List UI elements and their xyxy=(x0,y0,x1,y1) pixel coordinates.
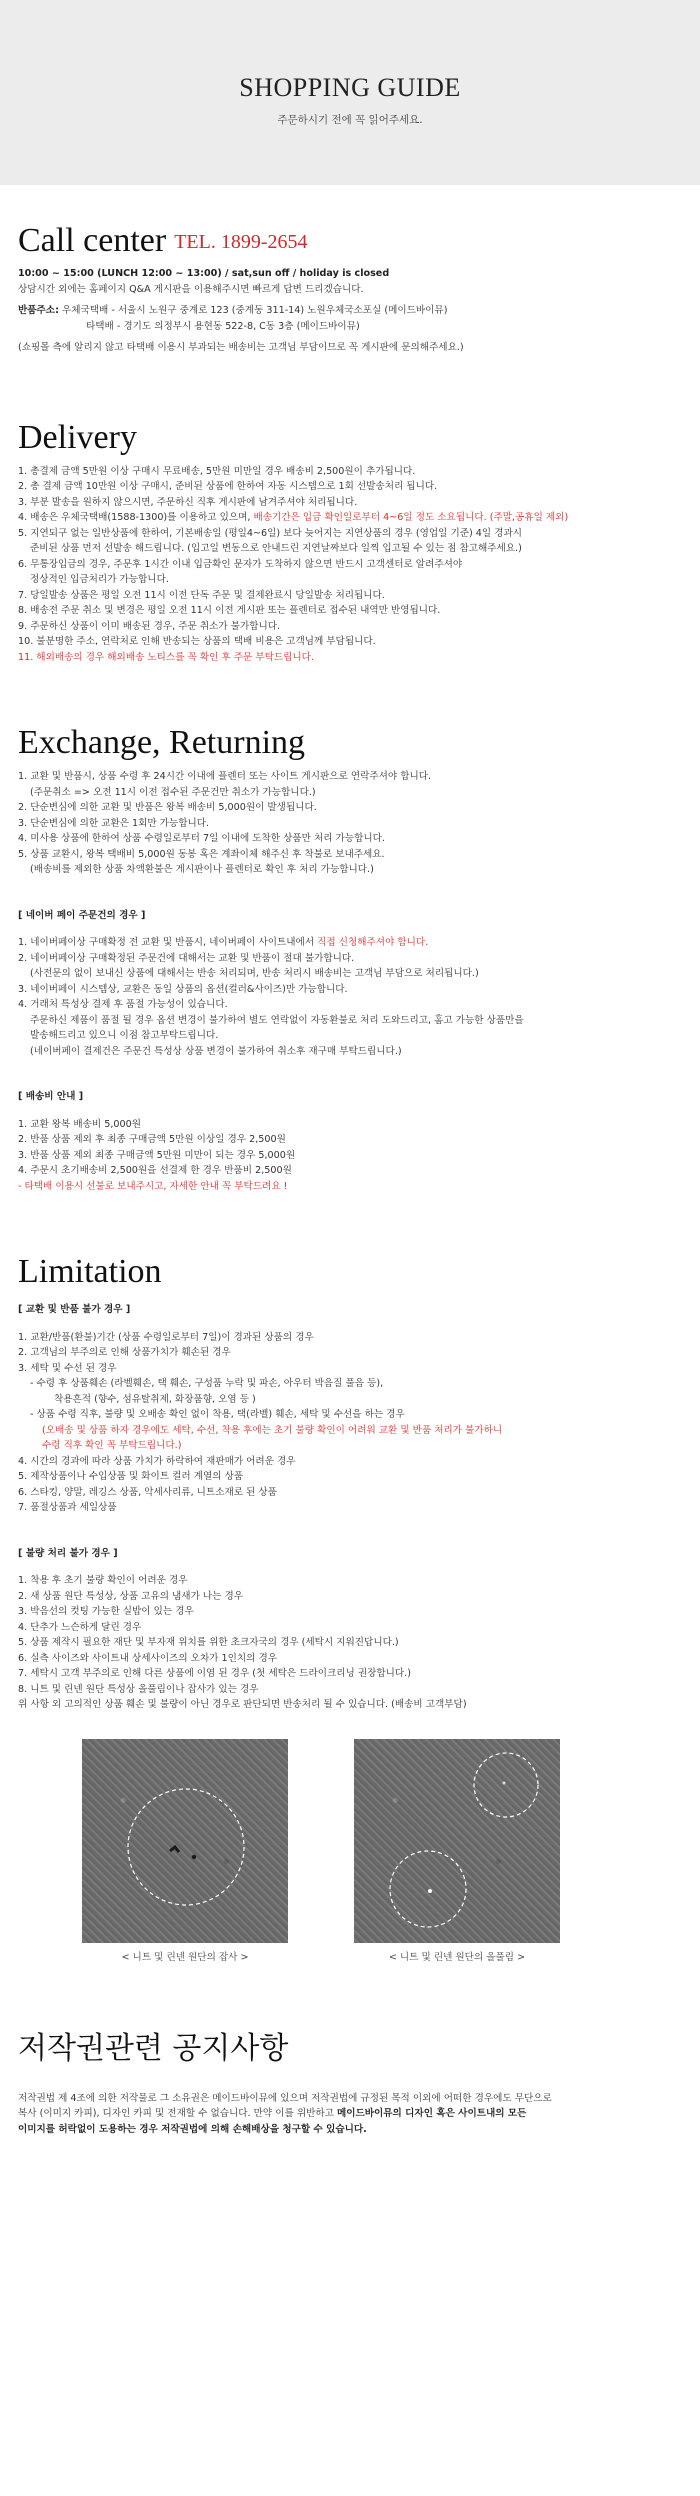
limitation-item: 착용흔적 (향수, 섬유탈취제, 화장품향, 오염 등 ) xyxy=(54,1393,256,1405)
knit-snag-photo xyxy=(82,1739,288,1943)
copyright-line-2 xyxy=(18,2106,682,2122)
fee-item: - 타택배 이용시 선불로 보내주시고, 자세한 안내 꼭 부탁드려요 ! xyxy=(18,1180,288,1192)
naver-item: 4. 거래처 특성상 결제 후 품절 가능성이 있습니다. xyxy=(18,999,228,1010)
defect-item: 6. 실측 사이즈와 사이트내 상세사이즈의 오차가 1인치의 경우 xyxy=(18,1652,278,1664)
limitation-item: 수령 직후 확인 꼭 부탁드립니다.) xyxy=(42,1440,182,1451)
defect-item: 7. 세탁시 고객 부주의로 인해 다른 상품에 이염 된 경우 (첫 세탁은 드라이크리닝 권장합니다.) xyxy=(18,1668,411,1679)
fee-item: 2. 반품 상품 제외 후 최종 구매금액 5만원 이상일 경우 2,500원 xyxy=(18,1134,286,1145)
copyright-section xyxy=(18,2029,682,2138)
naver-item: 주문하신 제품이 품절 될 경우 옵션 변경이 불가하여 별도 연락없이 자동환불로 처리 도와드리고, 홈고 가능한 상품만을 xyxy=(30,1014,524,1026)
defect-item: 위 사항 외 고의적인 상품 훼손 및 불량이 아닌 경우로 판단되면 반송처리 될 수 있습니다. (배송비 고객부담) xyxy=(18,1699,467,1710)
call-center-title: Call center xyxy=(18,222,167,259)
defect-item: 2. 새 상품 원단 특성상, 상품 고유의 냄새가 나는 경우 xyxy=(18,1590,243,1602)
copyright-heading: 저작권관련 공지사항 xyxy=(18,2030,289,2066)
copyright-line-2-text: 복사 (이미지 카피), 디자인 카피 및 전재할 수 없습니다. 만약 이를 위반하고 xyxy=(18,2108,337,2119)
delivery-item: 1. 총결제 금액 5만원 이상 구매시 무료배송, 5만원 미만일 경우 배송비 2,500원이 추가됩니다. xyxy=(18,465,416,477)
naver-item: 3. 네이버페이 시스템상, 교환은 동일 상품의 옵션(컬러&사이즈)만 가능합니다. xyxy=(18,983,348,995)
call-center-section xyxy=(18,221,682,356)
limitation-item: 5. 제작상품이나 수입상품 및 화이트 컬러 계열의 상품 xyxy=(18,1471,244,1482)
exchange-item: 2. 단순변심에 의한 교환 및 반품은 왕복 배송비 5,000원이 발생됩니다. xyxy=(18,802,317,813)
defect-item: 5. 상품 제작시 필요한 재단 및 부자재 위치를 위한 초크자국의 경우 (세탁시 지워진답니다.) xyxy=(18,1637,399,1648)
delivery-item-4 xyxy=(18,510,682,526)
limitation-item: 4. 시간의 경과에 따라 상품 가치가 하락하여 재판매가 어려운 경우 xyxy=(18,1455,296,1467)
naver-item: (사전문의 없이 보내신 상품에 대해서는 반송 처리되며, 반송 처리시 배송비는 고객님 부담으로 처리됩니다.) xyxy=(30,968,479,979)
banner-subtitle: 주문하시기 전에 꼭 읽어주세요. xyxy=(277,114,423,126)
exchange-item: (배송비를 제외한 상품 차액환불은 게시판이나 플렌터로 확인 후 처리 가능합니다.) xyxy=(30,864,374,875)
snag-circle-overlay xyxy=(82,1739,288,1943)
delivery-item: 9. 주문하신 상품이 이미 배송된 경우, 주문 취소가 불가합니다. xyxy=(18,620,281,632)
shipping-fee-subhead: [ 배송비 안내 ] xyxy=(18,1091,84,1102)
naver-item: (네이버페이 결제건은 주문건 특성상 상품 변경이 불가하여 취소후 재구매 부탁드립니다.) xyxy=(30,1045,402,1057)
copyright-line: 이미지를 허락없이 도용하는 경우 저작권법에 의해 손해배상을 청구할 수 있습니다. xyxy=(18,2123,367,2135)
limitation-section xyxy=(18,1252,682,1961)
guide-content xyxy=(0,221,700,2137)
copyright-line: 저작권법 제 4조에 의한 저작물로 그 소유권은 메이드바이뮤에 있으며 저작권법에 규정된 목적 이외에 어떠한 경우에도 무단으로 xyxy=(18,2092,552,2104)
delivery-item: 11. 해외배송의 경우 해외배송 노티스를 꼭 확인 후 주문 부탁드립니다. xyxy=(18,651,314,663)
knit-pull-photo xyxy=(354,1739,560,1943)
return-address-label: 반품주소: xyxy=(18,305,59,316)
exchange-item: 5. 상품 교환시, 왕복 택배비 5,000원 동봉 혹은 계좌이체 해주신 후 착불로 보내주세요. xyxy=(18,848,385,860)
defect-item: 4. 단추가 느슨하게 달린 경우 xyxy=(18,1621,142,1633)
limitation-item: 1. 교환/반품(환불)기간 (상품 수령일로부터 7일)이 경과된 상품의 경우 xyxy=(18,1331,314,1343)
delivery-item-4-text: 4. 배송은 우체국택배(1588-1300)를 이용하고 있으며, xyxy=(18,512,251,523)
delivery-item: 3. 부분 발송을 원하지 않으시면, 주문하신 직후 게시판에 남겨주셔야 처리됩니다. xyxy=(18,496,358,508)
no-defect-subhead: [ 불량 처리 불가 경우 ] xyxy=(18,1547,118,1559)
defect-item: 3. 박음선의 컷팅 가능한 실밥이 있는 경우 xyxy=(18,1606,194,1617)
delivery-item: 준비된 상품 먼저 선발송 해드립니다. (입고일 변동으로 안내드린 지연날짜보다 일찍 입고될 수 있는 점 참고해주세요.) xyxy=(30,543,522,554)
delivery-item: 2. 총 결제 금액 10만원 이상 구매시, 준비된 상품에 한하여 자동 시스템으로 1회 선발송처리 됩니다. xyxy=(18,481,438,492)
limitation-item: 2. 고객님의 부주의로 인해 상품가치가 훼손된 경우 xyxy=(18,1347,231,1358)
call-center-hours: 10:00 ~ 15:00 (LUNCH 12:00 ~ 13:00) / sat,sun off / holiday is closed xyxy=(18,268,390,279)
naver-item-1 xyxy=(18,935,682,951)
limitation-item: (오배송 및 상품 하자 경우에도 세탁, 수선, 착용 후에는 초기 불량 확인이 어려워 교환 및 반품 처리가 불가하니 xyxy=(42,1424,503,1436)
delivery-item: 8. 배송전 주문 취소 및 변경은 평일 오전 11시 이전 게시판 또는 플렌터로 접수된 내역만 반영됩니다. xyxy=(18,605,441,616)
return-address-post: 우체국택배 - 서울시 노원구 중계로 123 (중계동 311-14) 노원우체국소포실 (메이드바이뮤) xyxy=(58,305,448,316)
naver-pay-subhead: [ 네이버 페이 주문건의 경우 ] xyxy=(18,909,146,921)
exchange-item: 4. 미사용 상품에 한하여 상품 수령일로부터 7일 이내에 도착한 상품만 처리 가능합니다. xyxy=(18,833,385,844)
no-return-subhead: [ 교환 및 반품 불가 경우 ] xyxy=(18,1304,131,1315)
banner-title: SHOPPING GUIDE xyxy=(239,73,461,102)
delivery-item: 정상적인 입금처리가 가능합니다. xyxy=(30,574,169,585)
exchange-heading: Exchange, Returning xyxy=(18,724,306,761)
limitation-item: 6. 스타킹, 양말, 레깅스 상품, 악세사리류, 니트소재로 된 상품 xyxy=(18,1486,277,1498)
return-address-line2: 타택배 - 경기도 의정부시 용현동 522-8, C동 3층 (메이드바이뮤) xyxy=(86,320,360,332)
naver-item-1-red: 직접 신청해주셔야 합니다. xyxy=(317,937,429,948)
naver-item-1-text: 1. 네이버페이상 구매확정 전 교환 및 반품시, 네이버페이 사이트내에서 xyxy=(18,937,315,948)
exchange-item: 1. 교환 및 반품시, 상품 수령 후 24시간 이내에 플렌터 또는 사이트 게시판으로 연락주셔야 합니다. xyxy=(18,771,432,782)
delivery-item: 7. 당일발송 상품은 평일 오전 11시 이전 단독 주문 및 결제완료시 당일발송 처리됩니다. xyxy=(18,589,385,601)
fee-item: 4. 주문시 초기배송비 2,500원을 선결제 한 경우 반품비 2,500원 xyxy=(18,1165,292,1176)
defect-item: 1. 착용 후 초기 불량 확인이 어려운 경우 xyxy=(18,1575,188,1586)
call-center-tel: TEL. 1899-2654 xyxy=(174,231,308,253)
exchange-item: 3. 단순변심에 의한 교환은 1회만 가능합니다. xyxy=(18,817,210,829)
guide-banner xyxy=(0,0,700,185)
fabric-photos xyxy=(18,1739,682,1961)
delivery-heading: Delivery xyxy=(18,418,137,456)
exchange-item: (주문취소 => 오전 11시 이전 접수된 주문건만 취소가 가능합니다.) xyxy=(30,786,316,798)
naver-item: 2. 네이버페이상 구매확정된 주문건에 대해서는 교환 및 반품이 절대 불가합니다. xyxy=(18,952,355,964)
return-note: (쇼핑몰 측에 알리지 않고 타택배 이용시 부과되는 배송비는 고객님 부담이므로 꼭 게시판에 문의해주세요.) xyxy=(18,342,464,353)
copyright-line-2-bold: 메이드바이뮤의 디자인 혹은 사이트내의 모든 xyxy=(336,2108,527,2119)
exchange-section xyxy=(18,723,682,1194)
delivery-item: 6. 무통장입금의 경우, 주문후 1시간 이내 입금확인 문자가 도착하지 않으면 반드시 고객센터로 알려주셔야 xyxy=(18,558,463,570)
limitation-item: - 상품 수령 직후, 불량 및 오배송 확인 없이 착용, 택(라벨) 훼손, 세탁 및 수선을 하는 경우 xyxy=(30,1409,405,1420)
limitation-heading: Limitation xyxy=(18,1253,162,1290)
limitation-item: 7. 품절상품과 세일상품 xyxy=(18,1502,117,1513)
call-center-note: 상담시간 외에는 홈페이지 Q&A 게시판을 이용해주시면 빠르게 답변 드리겠습니다. xyxy=(18,283,364,295)
defect-item: 8. 니트 및 린넨 원단 특성상 올풀림이나 잡사가 있는 경우 xyxy=(18,1683,259,1695)
fee-item: 3. 반품 상품 제외 최종 구매금액 5만원 미만이 되는 경우 5,000원 xyxy=(18,1149,296,1161)
delivery-item-4-red: 배송기간은 입금 확인일로부터 4~6일 정도 소요됩니다. (주말,공휴일 제외) xyxy=(250,512,569,523)
call-center-heading xyxy=(18,221,682,262)
pull-circle-overlay xyxy=(354,1739,560,1943)
delivery-section xyxy=(18,418,682,666)
limitation-item: - 수령 후 상품훼손 (라벨훼손, 택 훼손, 구성품 누락 및 파손, 아우터 박음질 풀음 등), xyxy=(30,1378,384,1389)
return-address-line1 xyxy=(18,303,682,319)
knit-snag-caption: < 니트 및 린넨 원단의 잡사 > xyxy=(121,1951,249,1963)
fee-item: 1. 교환 왕복 배송비 5,000원 xyxy=(18,1118,141,1130)
delivery-item: 10. 불분명한 주소, 연락처로 인해 반송되는 상품의 택배 비용은 고객님께 부담됩니다. xyxy=(18,636,376,647)
delivery-item: 5. 지연되구 없는 일반상품에 한하여, 기본배송일 (평일4~6일) 보다 늦어지는 지연상품의 경우 (영업일 기준) 4일 경과시 xyxy=(18,527,522,539)
naver-item: 발송해드리고 있으니 이점 참고부탁드립니다. xyxy=(30,1030,219,1041)
limitation-item: 3. 세탁 및 수선 된 경우 xyxy=(18,1362,117,1374)
knit-pull-caption: < 니트 및 린넨 원단의 올풀림 > xyxy=(388,1951,526,1963)
